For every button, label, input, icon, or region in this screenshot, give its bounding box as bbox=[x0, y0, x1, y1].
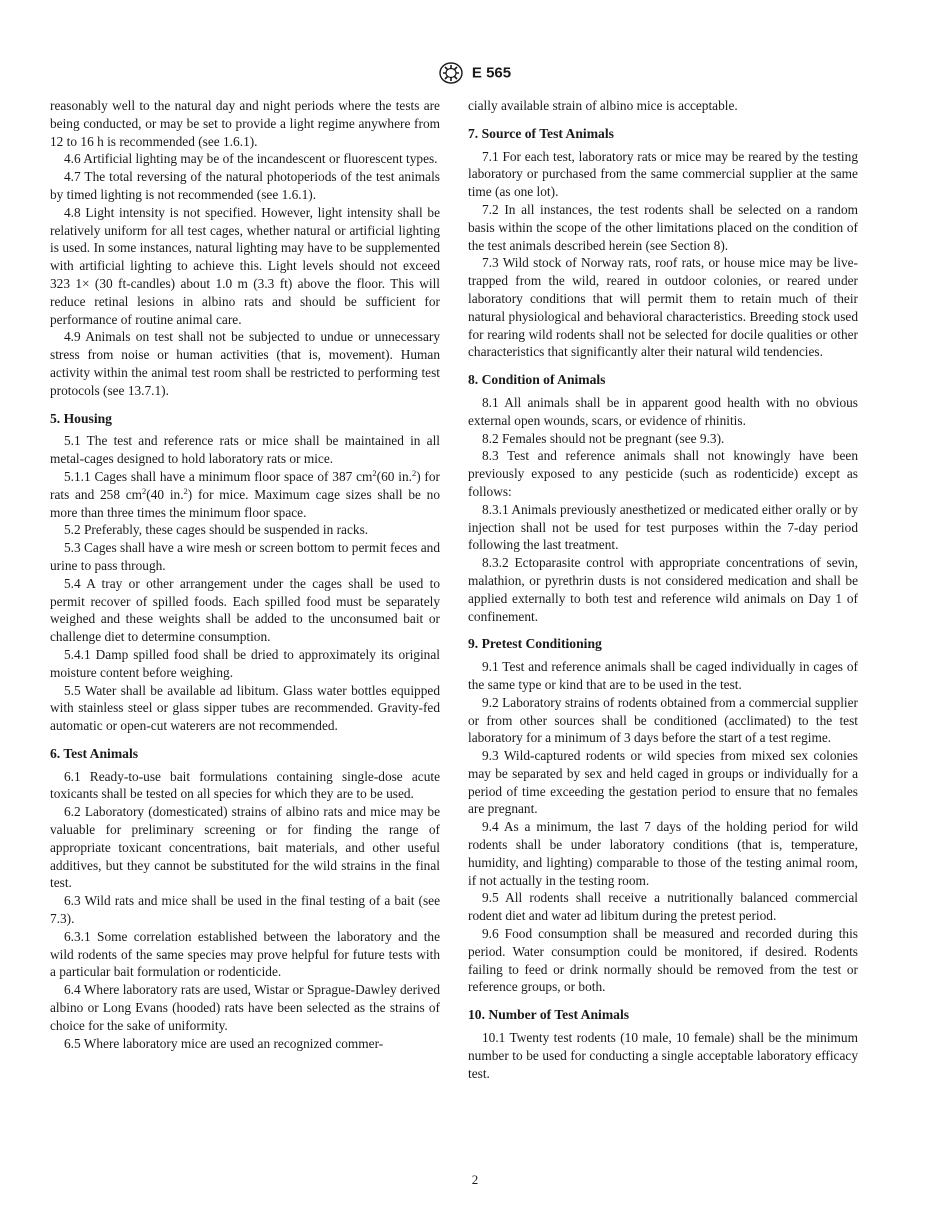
paragraph-6-4: 6.4 Where laboratory rats are used, Wistar or Sprague-Dawley derived albino or Long Evans (hooded) rats have been selected as the strains of choice for the sake of uniformity. bbox=[50, 982, 440, 1033]
section-heading-pretest-conditioning: 9. Pretest Conditioning bbox=[468, 636, 602, 652]
page-header bbox=[0, 62, 950, 84]
paragraph-4-9: 4.9 Animals on test shall not be subjected to undue or unnecessary stress from noise or human activities (that is, movement). Human activity within the animal test room shall be restricted to performing test protocols (see 13.7.1). bbox=[50, 329, 440, 398]
paragraph-4-6: 4.6 Artificial lighting may be of the incandescent or fluorescent types. bbox=[64, 151, 438, 167]
paragraph-9-4: 9.4 As a minimum, the last 7 days of the holding period for wild rodents shall be under laboratory conditions (that is, temperature, humidity, and lighting) comparable to those of the testing animal room, if not actually in the testing room. bbox=[468, 819, 858, 888]
paragraph-5-1: 5.1 The test and reference rats or mice shall be maintained in all metal-cages designed to hold laboratory rats or mice. bbox=[50, 433, 440, 467]
paragraph-6-2: 6.2 Laboratory (domesticated) strains of albino rats and mice may be valuable for preliminary screening or for finding the range of appropriate toxicant concentrations, bait materials, and other useful additives, but they cannot be substituted for the wild strains in the final test. bbox=[50, 804, 440, 891]
right-column bbox=[468, 97, 858, 1082]
paragraph-8-1: 8.1 All animals shall be in apparent good health with no obvious external open wounds, scars, or evidence of rhinitis. bbox=[468, 394, 858, 428]
left-column bbox=[50, 97, 440, 1052]
paragraph-7-3: 7.3 Wild stock of Norway rats, roof rats, or house mice may be live-trapped from the wild, reared in outdoor colonies, or reared under laboratory conditions that will permit them to retain much of their natural physiological and behavioral characteristics. Breeding stock used for rearing wild rodents shall not be selected for docile qualities or other characteristics that significantly alter their natural wild tendencies. bbox=[468, 255, 858, 360]
paragraph-6-3-1: 6.3.1 Some correlation established between the laboratory and the wild rodents of the same species may prove helpful for future tests with a particular bait formulation or rodenticide. bbox=[50, 928, 440, 980]
astm-logo-icon bbox=[439, 62, 463, 84]
paragraph-9-1: 9.1 Test and reference animals shall be caged individually in cages of the same type or kind that are to be used in the test. bbox=[468, 659, 858, 692]
paragraph-4-8: 4.8 Light intensity is not specified. However, light intensity shall be relatively uniform for all test cages, whether natural or artificial lighting is used. In some instances, natural lighting may have to be supplemented with artificial lighting to achieve this. Light levels should not exceed 323 1× (30 ft-candles) about 1.0 m (3.3 ft) above the floor. This will reduce retinal lesions in albino rats and should be sufficient for performance of routine animal care. bbox=[50, 204, 440, 327]
paragraph-6-5-continued: cially available strain of albino mice is acceptable. bbox=[468, 98, 738, 113]
paragraph-5-1-1: 5.1.1 Cages shall have a minimum floor space of 387 $cm^2(60$ in.$^2$) for rats and 258 $cm^2(40$ in.$^2$) for mice. Maximum cage sizes shall be no more than three times the minimum floor space. bbox=[50, 467, 440, 520]
paragraph-8-3-2: 8.3.2 Ectoparasite control with appropriate concentrations of sevin, malathion, or pyrethrin dusts is not considered medication and shall be applied externally to both test and reference wild animals on Day 1 of confinement. bbox=[468, 555, 858, 624]
standard-designation: E 565 bbox=[471, 64, 512, 82]
paragraph-6-1: 6.1 Ready-to-use bait formulations containing single-dose acute toxicants shall be tested on all species for which they are to be used. bbox=[50, 768, 440, 802]
paragraph-9-2: 9.2 Laboratory strains of rodents obtained from a commercial supplier or from other sources shall be conditioned (acclimated) to the test laboratory for a minimum of 3 days before the start of a test regime. bbox=[468, 694, 858, 746]
paragraph-5-3: 5.3 Cages shall have a wire mesh or screen bottom to permit feces and urine to pass through. bbox=[50, 540, 440, 573]
paragraph-5-2: 5.2 Preferably, these cages should be suspended in racks. bbox=[64, 522, 369, 538]
paragraph-5-5: 5.5 Water shall be available ad libitum. Glass water bottles equipped with stainless steel or glass sipper tubes are recommended. Gravity-fed automatic or open-cut waterers are not recommended. bbox=[50, 682, 440, 734]
paragraph-6-3: 6.3 Wild rats and mice shall be used in the final testing of a bait (see 7.3). bbox=[50, 893, 440, 927]
paragraph-4-5-continued: reasonably well to the natural day and night periods where the tests are being conducted, or may be set to provide a light regime anywhere from 12 to 16 h is recommended (see 1.6.1). bbox=[50, 98, 440, 149]
paragraph-9-5: 9.5 All rodents shall receive a nutritionally balanced commercial rodent diet and water ad libitum during the pretest period. bbox=[468, 890, 858, 924]
paragraph-5-4: 5.4 A tray or other arrangement under the cages shall be used to permit recover of spilled foods. Each spilled food must be separately weighed and these weights shall be added to the unconsumed bait or challenge diet to determine consumption. bbox=[50, 575, 440, 645]
paragraph-4-7: 4.7 The total reversing of the natural photoperiods of the test animals by timed lighting is not recommended (see 1.6.1). bbox=[50, 169, 440, 202]
paragraph-10-1: 10.1 Twenty test rodents (10 male, 10 female) shall be the minimum number to be used for conducting a single acceptable laboratory efficacy test. bbox=[468, 1030, 858, 1081]
paragraph-7-2: 7.2 In all instances, the test rodents shall be selected on a random basis within the scope of the other limitations placed on the condition of the test animals described herein (see Section 8). bbox=[468, 201, 858, 253]
page-number: 2 bbox=[471, 1172, 479, 1187]
paragraph-9-3: 9.3 Wild-captured rodents or wild species from mixed sex colonies may be separated by sex and held caged in groups or individually for a period of time exceeding the gestation period to ensure that no females are pregnant. bbox=[468, 748, 858, 817]
section-heading-number-of-test-animals: 10. Number of Test Animals bbox=[468, 1007, 630, 1023]
paragraph-8-3: 8.3 Test and reference animals shall not knowingly have been previously exposed to any pesticide (such as rodenticide) except as follows: bbox=[468, 448, 858, 499]
paragraph-6-5: 6.5 Where laboratory mice are used an recognized commer- bbox=[64, 1035, 384, 1051]
paragraph-8-3-1: 8.3.1 Animals previously anesthetized or medicated either orally or by injection shall not be used for test purposes within the 7-day period following the last treatment. bbox=[468, 501, 858, 553]
paragraph-8-2: 8.2 Females should not be pregnant (see 9.3). bbox=[482, 430, 725, 446]
paragraph-7-1: 7.1 For each test, laboratory rats or mice may be reared by the testing laboratory or purchased from the same commercial supplier at the same time (as one lot). bbox=[468, 148, 858, 200]
paragraph-5-4-1: 5.4.1 Damp spilled food shall be dried to approximately its original moisture content before weighing. bbox=[50, 646, 440, 680]
section-heading-test-animals: 6. Test Animals bbox=[50, 745, 139, 761]
paragraph-9-6: 9.6 Food consumption shall be measured and recorded during this period. Water consumption could be monitored, if desired. Rodents failing to feed or drink normally should be removed from the test or reference groups, or both. bbox=[468, 926, 858, 995]
section-heading-source-of-test-animals: 7. Source of Test Animals bbox=[468, 125, 614, 141]
section-heading-housing: 5. Housing bbox=[50, 410, 112, 426]
section-heading-condition-of-animals: 8. Condition of Animals bbox=[468, 372, 606, 388]
